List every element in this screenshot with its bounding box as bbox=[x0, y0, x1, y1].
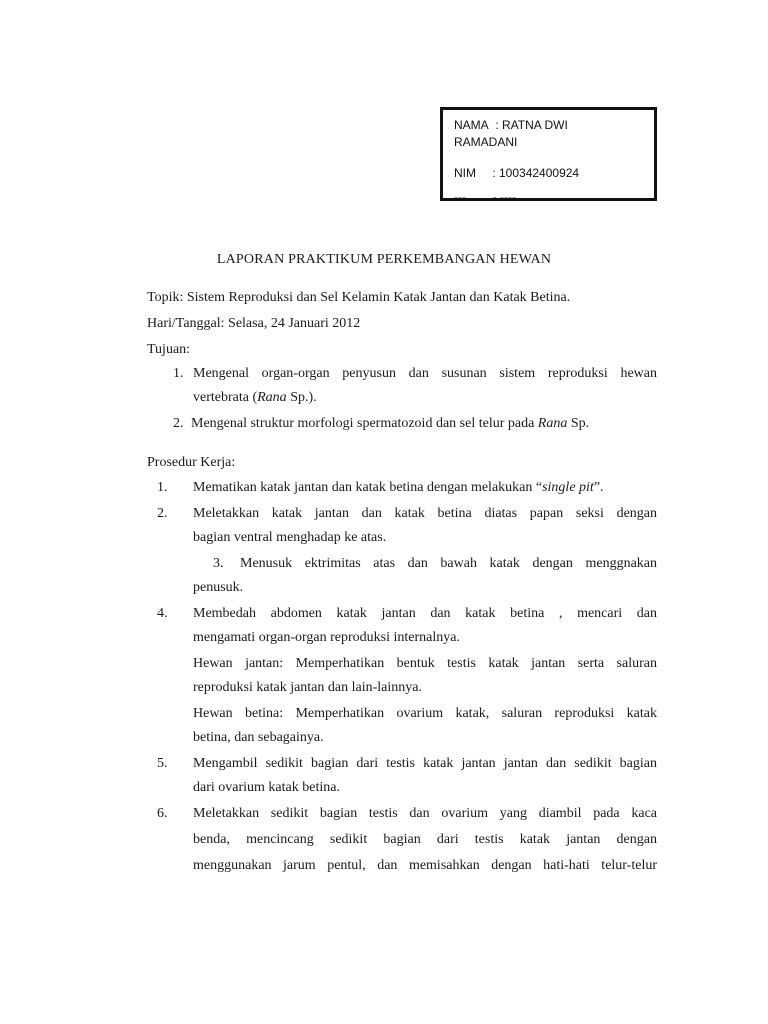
step-text: Mematikan katak jantan dan katak betina dengan melakukan “single pit”. bbox=[193, 480, 604, 495]
clipped-row: --- - ---- bbox=[454, 190, 516, 201]
step-text: menggunakan jarum pentul, dan memisahkan dengan hati-hati telur-telur bbox=[193, 858, 657, 873]
step-number: 4. bbox=[157, 606, 168, 621]
step-number: 2. bbox=[157, 506, 168, 521]
nama-value: : RATNA DWI bbox=[495, 118, 568, 132]
objective-text: vertebrata (Rana Sp.). bbox=[193, 390, 317, 405]
step-number: 1. bbox=[157, 480, 168, 495]
step-number: 6. bbox=[157, 806, 168, 821]
nama-row bbox=[454, 117, 650, 134]
procedure-label: Prosedur Kerja: bbox=[147, 455, 236, 470]
step-text: Hewan jantan: Memperhatikan bentuk testis katak jantan serta saluran bbox=[193, 656, 657, 671]
report-title: LAPORAN PRAKTIKUM PERKEMBANGAN HEWAN bbox=[216, 252, 552, 267]
step-text: Mengambil sedikit bagian dari testis katak jantan jantan dan sedikit bagian bbox=[193, 756, 657, 771]
nama-label: NAMA bbox=[454, 118, 489, 132]
topic-line: Topik: Sistem Reproduksi dan Sel Kelamin Katak Jantan dan Katak Betina. bbox=[147, 290, 571, 305]
step-number: 3. bbox=[213, 556, 224, 571]
date-line: Hari/Tanggal: Selasa, 24 Januari 2012 bbox=[147, 316, 361, 331]
step-number: 5. bbox=[157, 756, 168, 771]
nama-value-continued: RAMADANI bbox=[454, 135, 518, 149]
step-text: reproduksi katak jantan dan lain-lainnya. bbox=[193, 680, 422, 695]
step-text: bagian ventral menghadap ke atas. bbox=[193, 530, 387, 545]
step-text: Membedah abdomen katak jantan dan katak betina , mencari dan bbox=[193, 606, 657, 621]
step-text: Menusuk ektrimitas atas dan bawah katak dengan menggnakan bbox=[240, 556, 657, 571]
nim-value: : 100342400924 bbox=[492, 166, 580, 180]
objective-text: Mengenal organ-organ penyusun dan susunan sistem reproduksi hewan bbox=[193, 366, 657, 381]
step-text: dari ovarium katak betina. bbox=[193, 780, 340, 795]
objective-label: Tujuan: bbox=[147, 342, 191, 357]
step-text: Meletakkan katak jantan dan katak betina diatas papan seksi dengan bbox=[193, 506, 657, 521]
step-text: betina, dan sebagainya. bbox=[193, 730, 324, 745]
objective-text: Mengenal struktur morfologi spermatozoid dan sel telur pada Rana Sp. bbox=[191, 416, 590, 431]
student-id-box bbox=[440, 107, 657, 201]
nim-row bbox=[454, 165, 650, 182]
step-text: penusuk. bbox=[193, 580, 244, 595]
objective-number: 2. bbox=[173, 416, 184, 431]
step-text: Hewan betina: Memperhatikan ovarium katak, saluran reproduksi katak bbox=[193, 706, 657, 721]
objective-number: 1. bbox=[173, 366, 184, 381]
step-text: Meletakkan sedikit bagian testis dan ovarium yang diambil pada kaca bbox=[193, 806, 657, 821]
step-text: benda, mencincang sedikit bagian dari testis katak jantan dengan bbox=[193, 832, 657, 847]
nim-label: NIM bbox=[454, 166, 476, 180]
step-text: mengamati organ-organ reproduksi internalnya. bbox=[193, 630, 460, 645]
